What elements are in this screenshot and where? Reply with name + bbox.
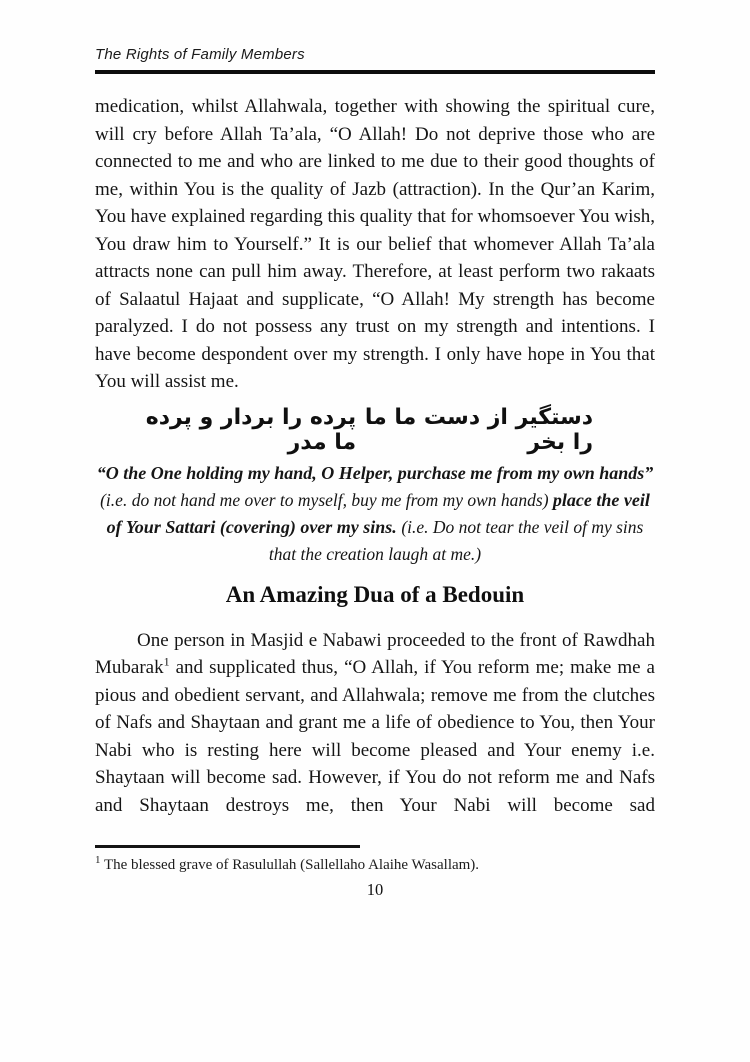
couplet-translation [95,460,655,568]
page-footer [95,845,655,900]
footnote [95,855,655,875]
translation-bold-part-2: place the veil of Your Sattari (covering) over my sins. [106,489,650,537]
footnote-reference-marker: 1 [163,654,170,669]
couplet-second-hemistich: پرده را بردار و پرده ما مدر [145,404,357,455]
persian-couplet [95,406,655,454]
page-header [95,46,655,74]
page-body [95,93,655,819]
footnote-separator-rule [95,845,360,848]
section-heading: An Amazing Dua of a Bedouin [225,581,525,607]
header-rule [95,70,655,74]
footnote-text: The blessed grave of Rasulullah (Sallellaho Alaihe Wasallam). [100,857,480,873]
paragraph-bedouin-text-before-ref: One person in Masjid e Nabawi proceeded to the front of Rawdhah Mubarak [95,629,655,678]
running-header-title: The Rights of Family Members [95,46,305,63]
page-number: 10 [366,880,384,899]
couplet-first-hemistich: دستگیر از دست ما ما را بخر [364,404,593,455]
translation-normal-part-2: (i.e. Do not tear the veil of my sins that the creation laugh at me.) [268,516,644,564]
paragraph-medication: medication, whilst Allahwala, together with showing the spiritual cure, will cry before Allah Ta’ala, “O Allah! Do not deprive those who are connected to me and who are linked to me due to their good thoughts of me, within You is the quality of Jazb (attraction). In the Qur’an Karim, You have explained regarding this quality that for whomsoever You wish, You draw him to Yourself.” It is our belief that whomever Allah Ta’ala attracts none can pull him away. Therefore, at least perform two rakaats of Salaatul Hajaat and supplicate, “O Allah! My strength has become paralyzed. I do not possess any trust on my strength and intentions. I have become despondent over my strength. I only have hope in You that You will assist me. [95,96,655,392]
paragraph-bedouin-text-after-ref: and supplicated thus, “O Allah, if You reform me; make me a pious and obedient servant, and Allahwala; remove me from the clutches of Nafs and Shaytaan and grant me a life of obedience to You, then Your Nabi who is resting here will become pleased and Your enemy i.e. Shaytaan will become sad. However, if You do not reform me and Nafs and Shaytaan destroys me, then Your Nabi will become sad [95,657,655,816]
translation-normal-part-1: (i.e. do not hand me over to myself, buy me from my own hands) [100,489,553,510]
footnote-number: 1 [95,854,101,866]
translation-bold-part-1: “O the One holding my hand, O Helper, purchase me from my own hands” [96,462,654,483]
paragraph-bedouin [95,627,655,820]
